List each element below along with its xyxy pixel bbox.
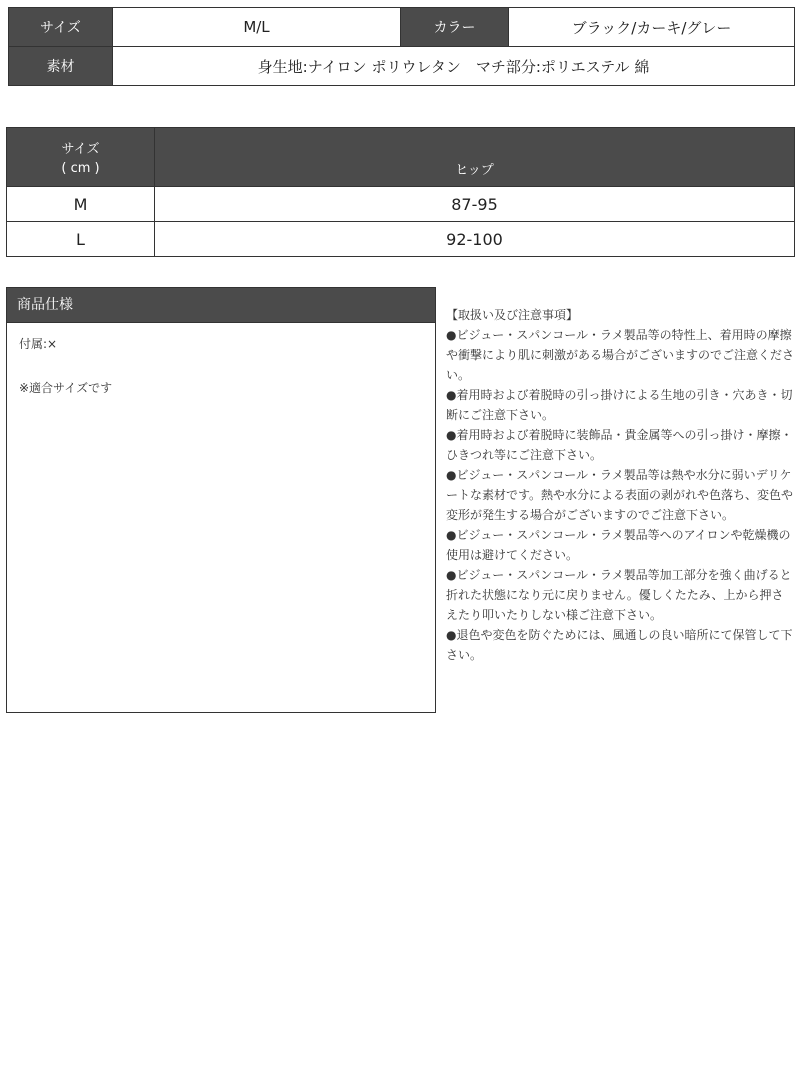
size-table xyxy=(6,127,795,257)
size-column-header xyxy=(7,128,155,187)
material-value: 身生地:ナイロン ポリウレタン マチ部分:ポリエステル 綿 xyxy=(113,47,795,86)
color-value: ブラック/カーキ/グレー xyxy=(509,8,795,47)
care-note-item: ●着用時および着脱時の引っ掛けによる生地の引き・穴あき・切断にご注意下さい。 xyxy=(446,388,793,422)
care-note-item: ●ビジュー・スパンコール・ラメ製品等は熱や水分に弱いデリケートな素材です。熱や水分による表面の剥がれや色落ち、変色や変形が発生する場合がございますのでご注意下さい。 xyxy=(446,468,794,522)
size-label: サイズ xyxy=(9,8,113,47)
spec-table xyxy=(8,7,795,86)
spec-row-material xyxy=(9,47,795,86)
hip-cell: 92-100 xyxy=(155,222,795,257)
size-table-header xyxy=(7,128,795,187)
color-label: カラー xyxy=(401,8,509,47)
care-note-item: ●退色や変色を防ぐためには、風通しの良い暗所にて保管して下さい。 xyxy=(446,628,793,662)
care-notes xyxy=(446,305,794,665)
product-spec-box xyxy=(6,287,436,713)
size-header-label: サイズ xyxy=(61,142,100,157)
size-value: M/L xyxy=(113,8,401,47)
care-notes-title: 【取扱い及び注意事項】 xyxy=(446,308,579,322)
spec-row-size-color xyxy=(9,8,795,47)
fit-note-text: ※適合サイズです xyxy=(19,381,113,395)
hip-cell: 87-95 xyxy=(155,187,795,222)
care-note-item: ●ビジュー・スパンコール・ラメ製品等へのアイロンや乾燥機の使用は避けてください。 xyxy=(446,528,791,562)
spacer xyxy=(19,355,423,377)
size-header-unit: ( cm ) xyxy=(61,161,100,176)
care-note-item: ●ビジュー・スパンコール・ラメ製品等の特性上、着用時の摩擦や衝撃により肌に刺激がある場合がございますのでご注意ください。 xyxy=(446,328,795,382)
size-cell: L xyxy=(7,222,155,257)
care-note-item: ●着用時および着脱時に装飾品・貴金属等への引っ掛け・摩擦・ひきつれ等にご注意下さい。 xyxy=(446,428,793,462)
table-row xyxy=(7,187,795,222)
accessories-text: 付属:× xyxy=(19,337,58,351)
product-spec-title: 商品仕様 xyxy=(7,288,435,323)
product-spec-body xyxy=(7,323,435,409)
material-label: 素材 xyxy=(9,47,113,86)
table-row xyxy=(7,222,795,257)
hip-column-header: ヒップ xyxy=(155,128,795,187)
care-note-item: ●ビジュー・スパンコール・ラメ製品等加工部分を強く曲げると折れた状態になり元に戻りません。優しくたたみ、上から押さえたり叩いたりしない様ご注意下さい。 xyxy=(446,568,792,622)
size-cell: M xyxy=(7,187,155,222)
